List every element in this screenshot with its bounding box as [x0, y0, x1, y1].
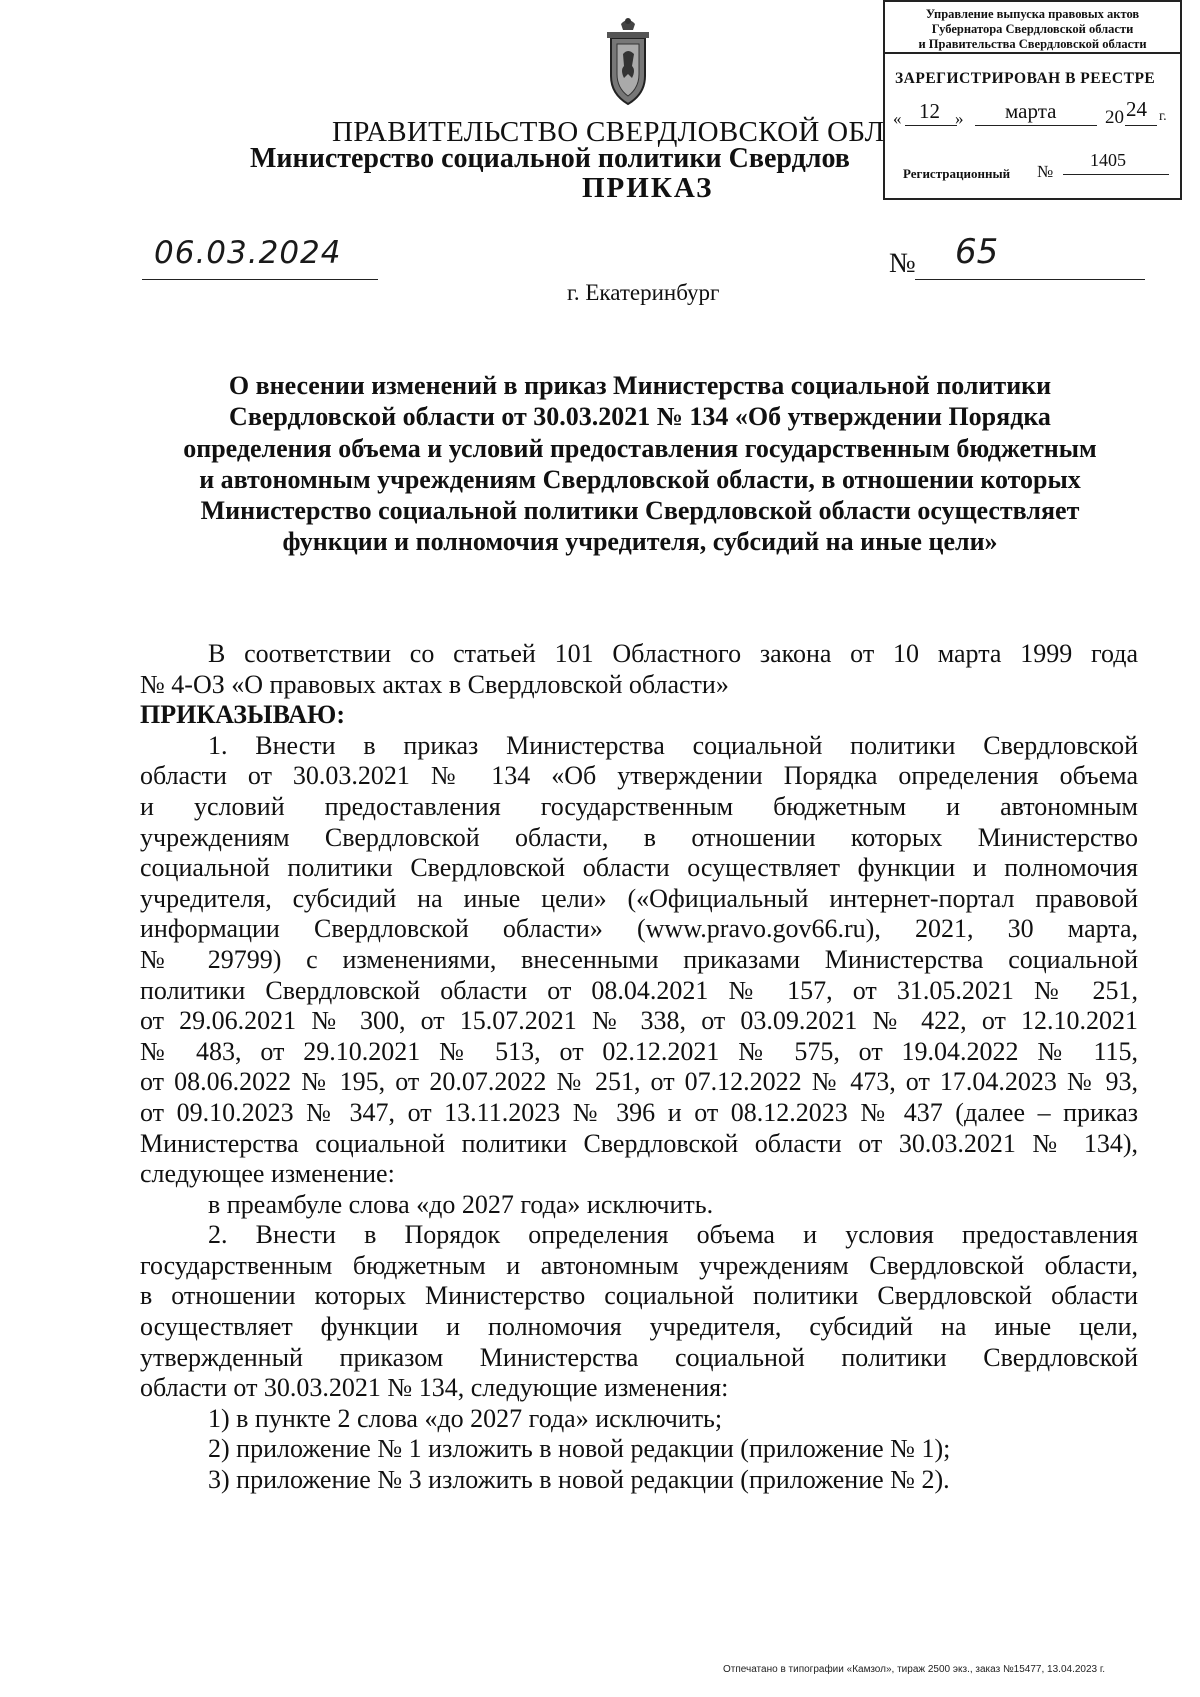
paragraph-1-line: информации Свердловской области» (www.pravo.gov66.ru), 2021, 30 марта,: [140, 914, 1138, 944]
handwritten-date: 06.03.2024: [154, 235, 342, 271]
stamp-month-underline: [975, 125, 1097, 126]
paragraph-1-line: № 29799) с изменениями, внесенными приказами Министерства социальной: [140, 944, 1138, 974]
paragraph-1-line: от 09.10.2023 № 347, от 13.11.2023 № 396 и от 08.12.2023 № 437 (далее – приказ: [140, 1097, 1138, 1127]
stamp-number-underline: [1063, 174, 1169, 175]
paragraph-2-line: в отношении которых Министерство социальной политики Свердловской области: [140, 1281, 1138, 1311]
stamp-year-g: г.: [1159, 109, 1167, 124]
paragraph-1-line: и условий предоставления государственным бюджетным и автономным: [140, 791, 1138, 821]
coat-of-arms-emblem: [603, 14, 653, 110]
ministry-title: Министерство социальной политики Свердлов: [250, 143, 850, 174]
paragraph-2-line: государственным бюджетным и автономным учреждениям Свердловской области,: [140, 1250, 1138, 1280]
order-word: ПРИКАЗЫВАЮ:: [140, 700, 345, 730]
title-line: и автономным учреждениям Свердловской области, в отношении которых: [199, 464, 1081, 494]
stamp-year-underline: [1125, 125, 1157, 126]
stamp-day: 12: [919, 99, 940, 123]
document-title: [120, 370, 1160, 558]
paragraph-1-line: учредителя, субсидий на иные цели» («Официальный интернет-портал правовой: [140, 883, 1138, 913]
stamp-month: марта: [1005, 99, 1057, 123]
stamp-year-suffix: 24: [1126, 97, 1147, 121]
preamble-line: № 4-ОЗ «О правовых актах в Свердловской области»: [140, 669, 729, 699]
paragraph-1-line: от 29.06.2021 № 300, от 15.07.2021 № 338, от 03.09.2021 № 422, от 12.10.2021: [140, 1006, 1138, 1036]
title-line: функции и полномочия учредителя, субсидий на иные цели»: [282, 527, 998, 557]
title-line: определения объема и условий предоставления государственным бюджетным: [183, 433, 1097, 463]
handwritten-number: 65: [955, 232, 999, 272]
stamp-header-line: Управление выпуска правовых актов: [925, 7, 1140, 21]
stamp-header-line: Губернатора Свердловской области: [931, 22, 1134, 36]
paragraph-2-line: области от 30.03.2021 № 134, следующие изменения:: [140, 1373, 729, 1403]
stamp-reg-label: Регистрационный: [903, 166, 1011, 181]
date-underline: [142, 279, 378, 280]
number-underline: [915, 279, 1145, 280]
stamp-header: [885, 2, 1180, 54]
paragraph-1-subitem: в преамбуле слова «до 2027 года» исключить.: [208, 1189, 714, 1219]
stamp-date: [893, 97, 1178, 135]
government-title: ПРАВИТЕЛЬСТВО СВЕРДЛОВСКОЙ ОБЛ: [332, 116, 885, 148]
document-type: ПРИКАЗ: [582, 172, 714, 204]
paragraph-1-line: учреждениям Свердловской области, в отношении которых Министерство: [140, 822, 1138, 852]
stamp-header-line: и Правительства Свердловской области: [918, 37, 1147, 51]
title-line: Свердловской области от 30.03.2021 № 134 «Об утверждении Порядка: [229, 402, 1051, 432]
paragraph-1-line: области от 30.03.2021 № 134 «Об утверждении Порядка определения объема: [140, 761, 1138, 791]
preamble-line: В соответствии со статьей 101 Областного закона от 10 марта 1999 года: [208, 639, 1138, 668]
stamp-day-underline: [905, 125, 957, 126]
stamp-reg-no-sign: №: [1037, 162, 1054, 181]
list-item: 2) приложение № 1 изложить в новой редакции (приложение № 1);: [208, 1434, 951, 1464]
title-line: О внесении изменений в приказ Министерства социальной политики: [228, 371, 1052, 400]
document-body: [140, 639, 1138, 1496]
paragraph-1-line: № 483, от 29.10.2021 № 513, от 02.12.2021 № 575, от 19.04.2022 № 115,: [140, 1036, 1138, 1066]
printing-footer: Отпечатано в типографии «Камзол», тираж 2500 экз., заказ №15477, 13.04.2023 г.: [723, 1664, 1106, 1675]
paragraph-2-line: осуществляет функции и полномочия учредителя, субсидий на иные цели,: [140, 1312, 1138, 1342]
registration-stamp: [883, 0, 1182, 200]
stamp-quote-close: »: [955, 109, 964, 128]
paragraph-1-line: 1. Внести в приказ Министерства социальной политики Свердловской: [208, 730, 1138, 760]
paragraph-1-line: социальной политики Свердловской области осуществляет функции и полномочия: [140, 853, 1138, 883]
stamp-reg-number: 1405: [1090, 150, 1126, 170]
city: г. Екатеринбург: [567, 280, 720, 305]
list-item: 3) приложение № 3 изложить в новой редакции (приложение № 2).: [208, 1465, 950, 1495]
stamp-year-prefix: 20: [1105, 107, 1124, 128]
paragraph-1-line: следующее изменение:: [140, 1159, 395, 1189]
stamp-registration-number: [903, 150, 1173, 190]
paragraph-2-line: утвержденный приказом Министерства социальной политики Свердловской: [140, 1342, 1138, 1372]
paragraph-1-line: политики Свердловской области от 08.04.2021 № 157, от 31.05.2021 № 251,: [140, 975, 1138, 1005]
paragraph-1-line: от 08.06.2022 № 195, от 20.07.2022 № 251, от 07.12.2022 № 473, от 17.04.2023 № 93,: [140, 1067, 1138, 1097]
paragraph-2-line: 2. Внести в Порядок определения объема и условия предоставления: [208, 1220, 1138, 1250]
stamp-registered-label: ЗАРЕГИСТРИРОВАН В РЕЕСТРЕ: [895, 70, 1156, 87]
list-item: 1) в пункте 2 слова «до 2027 года» исключить;: [208, 1403, 723, 1433]
title-line: Министерство социальной политики Свердловской области осуществляет: [200, 496, 1080, 526]
paragraph-1-line: Министерства социальной политики Свердловской области от 30.03.2021 № 134),: [140, 1128, 1138, 1158]
number-label: №: [889, 248, 916, 279]
stamp-quote-open: «: [893, 109, 902, 128]
